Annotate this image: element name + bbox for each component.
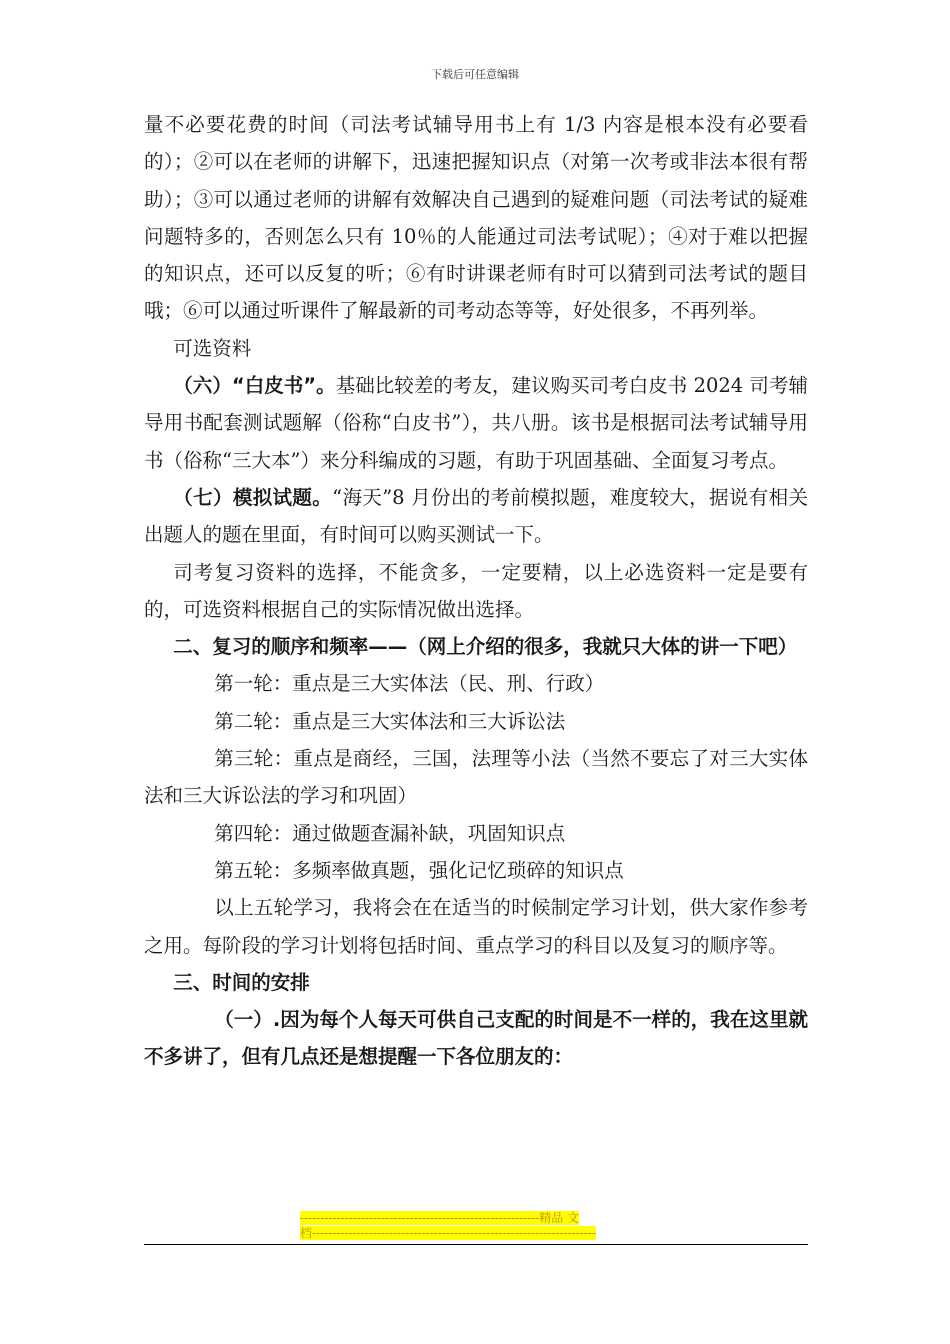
round-5: 第五轮：多频率做真题，强化记忆琐碎的知识点 xyxy=(214,858,624,882)
footer-line-1: -----------------------------------------------------------精品 文 xyxy=(300,1211,580,1225)
footer-watermark xyxy=(300,1211,648,1241)
round-1: 第一轮：重点是三大实体法（民、刑、行政） xyxy=(214,672,605,696)
whitebook-heading: （六）“白皮书”。 xyxy=(173,374,336,398)
page-header: 下载后可任意编辑 xyxy=(431,68,519,81)
paragraph-benefits: 量不必要花费的时间（司法考试辅导用书上有 1/3 内容是根本没有必要看的）；②可以在老师的讲解下，迅速把握知识点（对第一次考或非法本很有帮助）；③可以通过老师的讲解有效解决自己遇到的疑难问题（司法考试的疑难问题特多的，否则怎么只有 10％的人能通过司法考试呢）；④对于难以把握的知识点，还可以反复的听；⑥有时讲课老师有时可以猜到司法考试的题目哦；⑥可以通过听课件了解最新的司考动态等等，好处很多，不再列举。 xyxy=(144,113,808,323)
footer-rule xyxy=(144,1244,808,1245)
section-heading-time: 三、时间的安排 xyxy=(173,970,310,994)
paragraph-optional-materials: 可选资料 xyxy=(173,336,252,360)
round-4: 第四轮：通过做题查漏补缺，巩固知识点 xyxy=(214,821,566,845)
round-3: 第三轮：重点是商经，三国，法理等小法（当然不要忘了对三大实体法和三大诉讼法的学习和巩固） xyxy=(144,747,808,808)
paragraph-material-choice: 司考复习资料的选择，不能贪多，一定要精，以上必选资料一定是要有的，可选资料根据自己的实际情况做出选择。 xyxy=(144,560,808,621)
footer-line-2: 档---------------------------------------------------------------------- xyxy=(300,1226,596,1240)
mock-exams-text: “海天”8 月份出的考前模拟题，难度较大，据说有相关出题人的题在里面，有时间可以购买测试一下。 xyxy=(144,485,808,547)
paragraph-time-note: （一）.因为每个人每天可供自己支配的时间是不一样的，我在这里就不多讲了，但有几点还是想提醒一下各位朋友的： xyxy=(144,1008,808,1069)
round-2: 第二轮：重点是三大实体法和三大诉讼法 xyxy=(214,709,566,733)
document-body xyxy=(144,106,808,1076)
paragraph-study-plan: 以上五轮学习，我将会在在适当的时候制定学习计划，供大家作参考之用。每阶段的学习计划将包括时间、重点学习的科目以及复习的顺序等。 xyxy=(144,896,808,957)
mock-exams-heading: （七）模拟试题。 xyxy=(173,485,333,509)
paragraph-mock-exams xyxy=(144,479,808,554)
paragraph-whitebook xyxy=(144,367,808,479)
whitebook-text: 基础比较差的考友，建议购买司考白皮书 2024 司考辅导用书配套测试题解（俗称“白皮书”），共八册。该书是根据司法考试辅导用书（俗称“三大本”）来分科编成的习题，有助于巩固基础、全面复习考点。 xyxy=(144,374,808,472)
section-heading-review-order: 二、复习的顺序和频率——（网上介绍的很多，我就只大体的讲一下吧） xyxy=(173,635,798,659)
